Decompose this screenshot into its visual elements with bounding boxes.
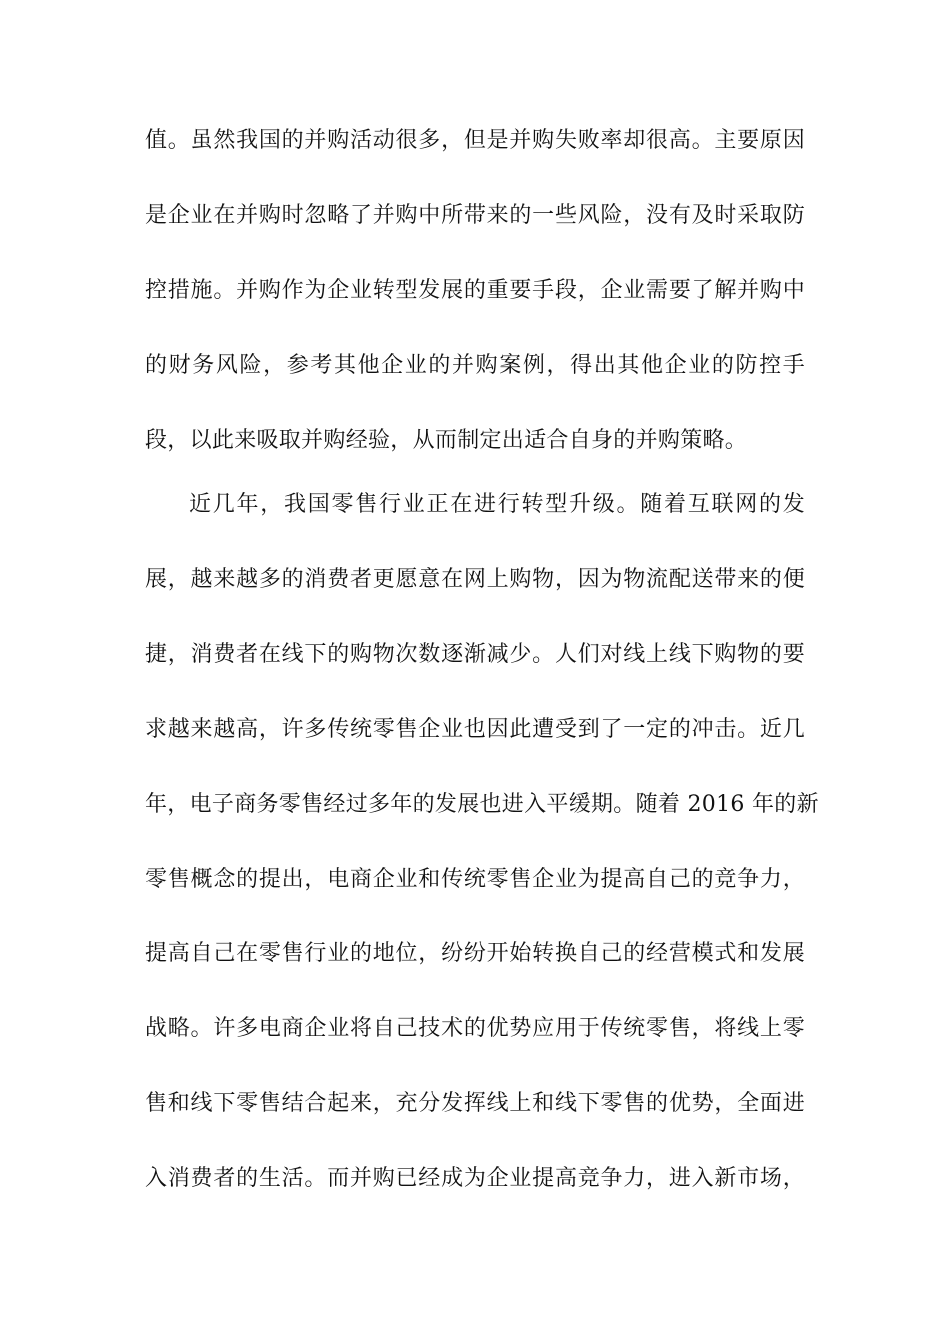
text-line-1: 值。虽然我国的并购活动很多，但是并购失败率却很高。主要原因 [145, 128, 805, 153]
text-line-4: 的财务风险，参考其他企业的并购案例，得出其他企业的防控手 [145, 353, 805, 378]
text-line-7: 展，越来越多的消费者更愿意在网上购物，因为物流配送带来的便 [145, 567, 805, 592]
text-line-15: 入消费者的生活。而并购已经成为企业提高竞争力，进入新市场， [145, 1166, 805, 1191]
text-line-10: 年，电子商务零售经过多年的发展也进入平缓期。随着 2016 年的新 [145, 792, 819, 817]
text-line-13: 战略。许多电商企业将自己技术的优势应用于传统零售，将线上零 [145, 1016, 805, 1041]
text-line-2: 是企业在并购时忽略了并购中所带来的一些风险，没有及时采取防 [145, 203, 805, 228]
text-line-5: 段，以此来吸取并购经验，从而制定出适合自身的并购策略。 [145, 428, 748, 453]
text-line-12: 提高自己在零售行业的地位，纷纷开始转换自己的经营模式和发展 [145, 941, 805, 966]
text-line-3: 控措施。并购作为企业转型发展的重要手段，企业需要了解并购中 [145, 278, 805, 303]
text-line-14: 售和线下零售结合起来，充分发挥线上和线下零售的优势，全面进 [145, 1091, 805, 1116]
text-line-11: 零售概念的提出，电商企业和传统零售企业为提高自己的竞争力， [145, 867, 805, 892]
text-line-8: 捷，消费者在线下的购物次数逐渐减少。人们对线上线下购物的要 [145, 642, 805, 667]
text-line-9: 求越来越高，许多传统零售企业也因此遭受到了一定的冲击。近几 [145, 717, 805, 742]
text-line-6: 近几年，我国零售行业正在进行转型升级。随着互联网的发 [189, 492, 805, 517]
